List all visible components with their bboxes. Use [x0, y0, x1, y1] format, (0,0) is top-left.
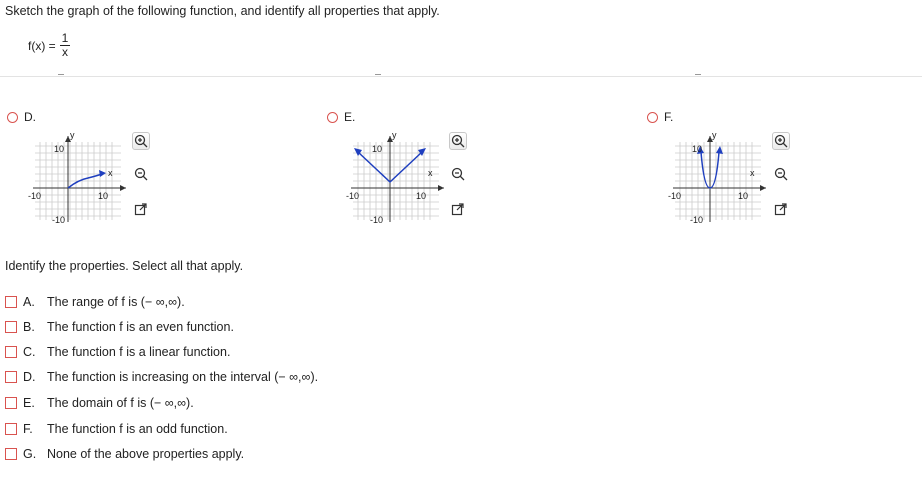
- option-e-label: E.: [344, 110, 356, 124]
- scroll-divider: [0, 76, 922, 77]
- curve-arrow-icon: [99, 170, 106, 177]
- property-b-checkbox[interactable]: [5, 321, 17, 333]
- expand-icon[interactable]: [449, 200, 467, 218]
- y-top-tick: 10: [692, 144, 703, 154]
- y-bottom-tick: -10: [52, 215, 66, 225]
- property-letter: D.: [23, 370, 36, 384]
- property-g-checkbox[interactable]: [5, 448, 17, 460]
- property-text: None of the above properties apply.: [47, 447, 245, 461]
- property-a-checkbox[interactable]: [5, 296, 17, 308]
- property-letter: F.: [23, 422, 33, 436]
- option-f-label: F.: [664, 110, 674, 124]
- property-a[interactable]: [5, 295, 185, 309]
- property-b[interactable]: [5, 320, 234, 334]
- grid: [675, 142, 761, 220]
- y-bottom-tick: -10: [370, 215, 384, 225]
- clipped-tick: [58, 72, 68, 75]
- property-letter: B.: [23, 320, 35, 334]
- property-letter: G.: [23, 447, 37, 461]
- property-d-checkbox[interactable]: [5, 371, 17, 383]
- option-d-radio[interactable]: [7, 112, 18, 123]
- property-f[interactable]: [5, 422, 228, 436]
- function-numerator: 1: [61, 31, 69, 45]
- expand-icon[interactable]: [772, 200, 790, 218]
- graph-f-svg: [668, 130, 768, 226]
- property-text: The domain of f is (− ∞,∞).: [47, 396, 194, 410]
- y-top-tick: 10: [372, 144, 383, 154]
- option-f-radio[interactable]: [647, 112, 658, 123]
- property-f-checkbox[interactable]: [5, 423, 17, 435]
- clipped-tick: [695, 72, 705, 75]
- function-denominator: x: [62, 45, 69, 59]
- graph-d: [28, 130, 128, 229]
- property-e-checkbox[interactable]: [5, 397, 17, 409]
- x-left-tick: -10: [346, 191, 360, 201]
- y-bottom-tick: -10: [690, 215, 704, 225]
- property-c[interactable]: [5, 345, 230, 359]
- property-text: The range of f is (− ∞,∞).: [47, 295, 185, 309]
- y-axis-label: y: [70, 130, 75, 140]
- property-e[interactable]: [5, 396, 194, 410]
- clipped-tick: [375, 72, 385, 75]
- property-c-checkbox[interactable]: [5, 346, 17, 358]
- property-d[interactable]: [5, 370, 318, 384]
- property-letter: C.: [23, 345, 36, 359]
- x-arrow-icon: [120, 185, 126, 191]
- function-fraction: [60, 32, 71, 59]
- graph-e: [346, 130, 446, 229]
- property-text: The function f is an odd function.: [47, 422, 228, 436]
- property-letter: A.: [23, 295, 35, 309]
- x-axis-label: x: [428, 168, 433, 178]
- option-f[interactable]: [647, 110, 673, 124]
- option-d[interactable]: [7, 110, 36, 124]
- graph-e-svg: [346, 130, 446, 226]
- graph-f: [668, 130, 768, 229]
- zoom-in-icon[interactable]: [449, 132, 467, 150]
- property-g[interactable]: [5, 447, 244, 461]
- option-e[interactable]: [327, 110, 355, 124]
- y-top-tick: 10: [54, 144, 65, 154]
- grid: [353, 142, 439, 220]
- zoom-in-icon[interactable]: [772, 132, 790, 150]
- property-letter: E.: [23, 396, 35, 410]
- x-arrow-icon: [760, 185, 766, 191]
- x-right-tick: 10: [416, 191, 427, 201]
- property-text: The function f is an even function.: [47, 320, 234, 334]
- x-arrow-icon: [438, 185, 444, 191]
- y-axis-label: y: [712, 130, 717, 140]
- zoom-in-icon[interactable]: [132, 132, 150, 150]
- option-d-label: D.: [24, 110, 36, 124]
- question-text: Sketch the graph of the following function, and identify all properties that apply.: [5, 4, 440, 18]
- zoom-out-icon[interactable]: [132, 165, 150, 183]
- option-e-radio[interactable]: [327, 112, 338, 123]
- x-axis-label: x: [750, 168, 755, 178]
- property-text: The function is increasing on the interval (− ∞,∞).: [47, 370, 319, 384]
- zoom-out-icon[interactable]: [449, 165, 467, 183]
- x-left-tick: -10: [668, 191, 682, 201]
- y-axis-label: y: [392, 130, 397, 140]
- x-right-tick: 10: [98, 191, 109, 201]
- property-text: The function f is a linear function.: [47, 345, 231, 359]
- function-expression: [28, 32, 70, 59]
- graph-d-svg: [28, 130, 128, 226]
- identify-prompt: Identify the properties. Select all that apply.: [5, 259, 244, 273]
- expand-icon[interactable]: [132, 200, 150, 218]
- x-left-tick: -10: [28, 191, 42, 201]
- zoom-out-icon[interactable]: [772, 165, 790, 183]
- x-axis-label: x: [108, 168, 113, 178]
- function-lhs: f(x) =: [28, 38, 56, 53]
- x-right-tick: 10: [738, 191, 749, 201]
